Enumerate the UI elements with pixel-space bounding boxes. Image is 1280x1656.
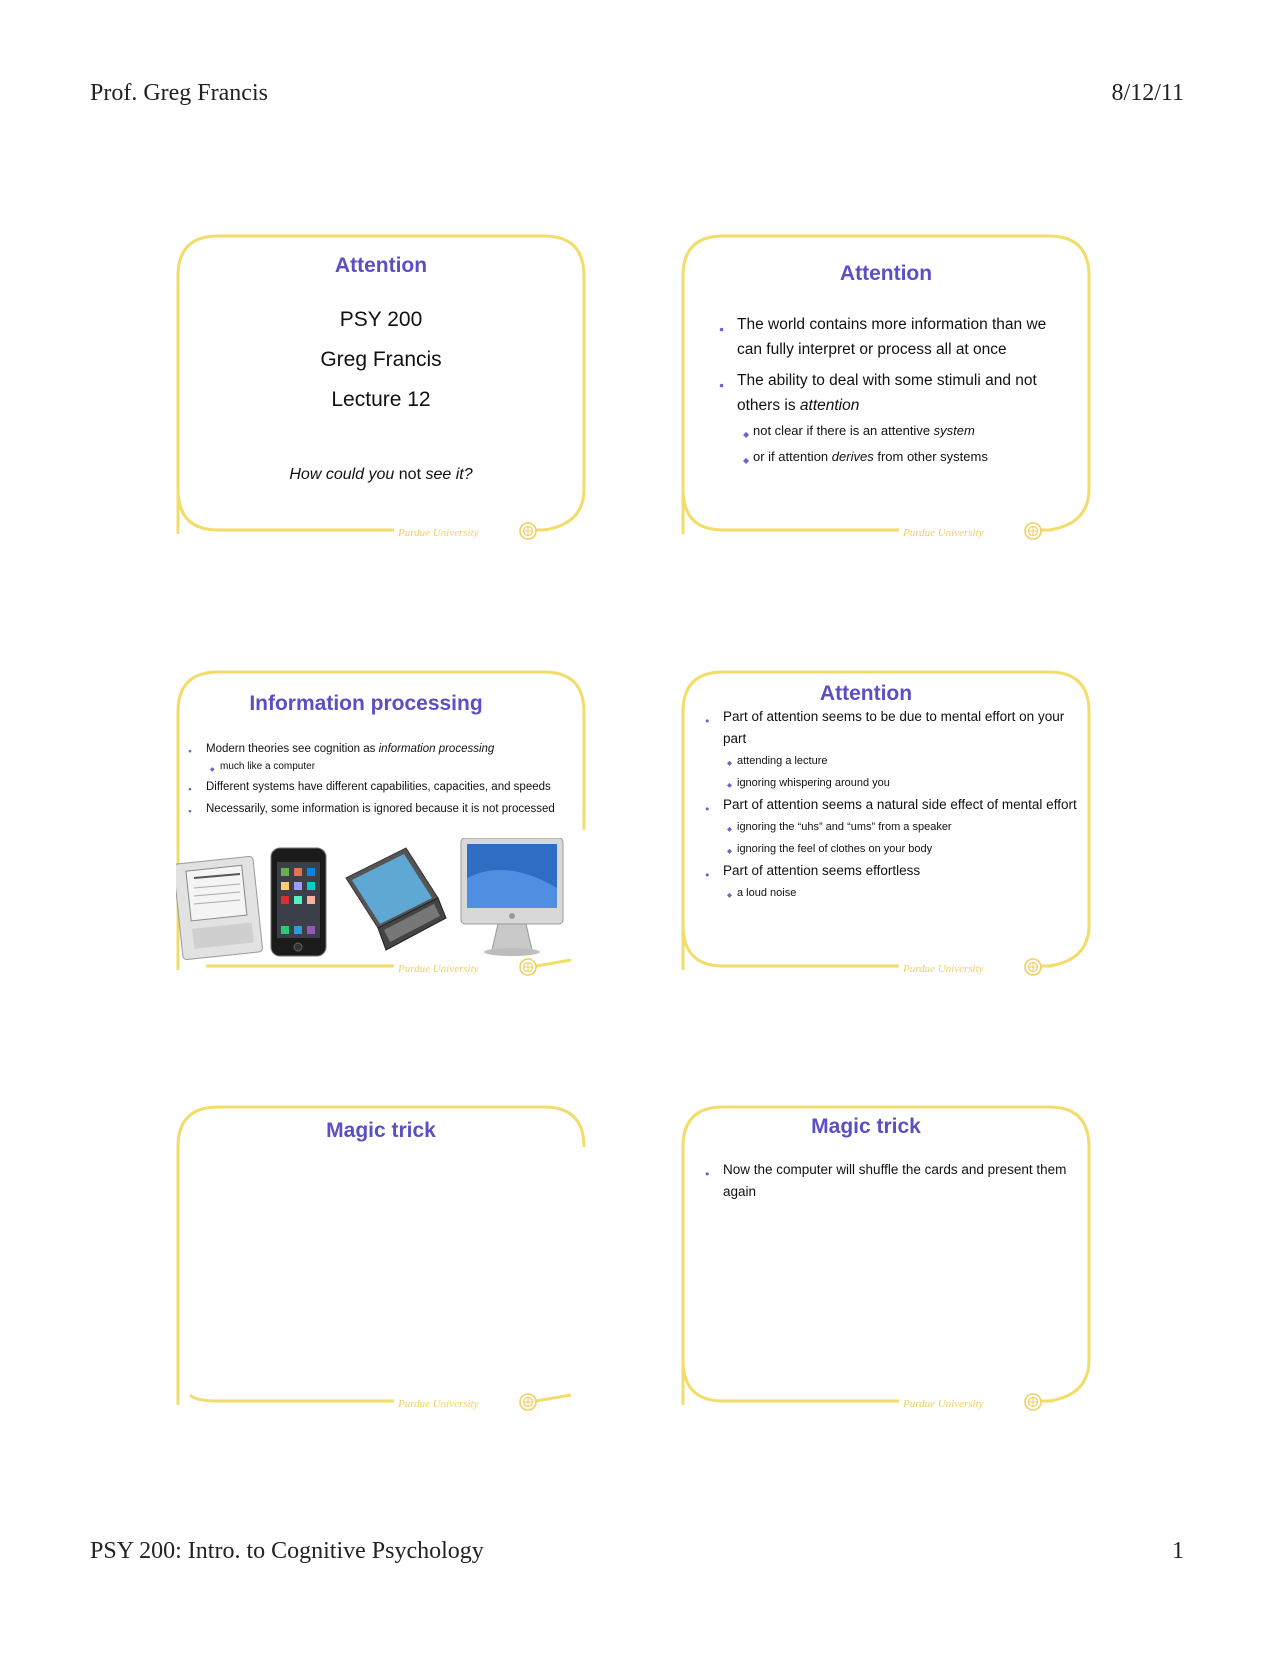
bullet-list bbox=[188, 740, 580, 818]
list-item: ● The ability to deal with some stimuli and not others is attention ◆ not clear if there is an attentive system ◆ or if attention derives from other systems bbox=[719, 368, 1064, 470]
smartphone-image bbox=[271, 848, 326, 956]
slide-3 bbox=[176, 670, 586, 975]
list-item: ● Necessarily, some information is ignored because it is not processed bbox=[188, 800, 580, 818]
slide-title: Attention bbox=[334, 254, 428, 277]
bullet-list bbox=[719, 312, 1064, 470]
purdue-seal-icon bbox=[1024, 1393, 1042, 1411]
lecturer-name: Greg Francis bbox=[320, 348, 442, 371]
page-footer-course: PSY 200: Intro. to Cognitive Psychology bbox=[90, 1538, 484, 1564]
slide-1 bbox=[176, 234, 586, 539]
device-images bbox=[176, 838, 586, 978]
sub-list-item: ◆ attending a lecture bbox=[727, 750, 1080, 772]
sub-list-item: ◆ or if attention derives from other systems bbox=[743, 444, 1064, 470]
slide-title: Attention bbox=[839, 262, 933, 285]
page-header-date: 8/12/11 bbox=[1111, 80, 1184, 106]
purdue-seal-icon bbox=[519, 1393, 537, 1411]
bullet-list bbox=[705, 1159, 1075, 1203]
slide-footer-label: Purdue University bbox=[398, 527, 479, 539]
desktop-computer-image bbox=[461, 838, 563, 956]
list-item: ● Part of attention seems a natural side effect of mental effort ◆ ignoring the “uhs” and “ums” from a speaker ◆ ignoring the feel of clothes on your body bbox=[705, 794, 1080, 860]
slide-6 bbox=[681, 1105, 1091, 1410]
slide-title: Attention bbox=[819, 682, 913, 705]
sub-list-item: ◆ a loud noise bbox=[727, 882, 1080, 904]
laptop-image bbox=[346, 848, 446, 950]
slide-footer-label: Purdue University bbox=[398, 963, 479, 975]
sub-list-item: ◆ ignoring whispering around you bbox=[727, 772, 1080, 794]
slide-4 bbox=[681, 670, 1091, 975]
e-reader-image bbox=[176, 856, 263, 960]
slide-tagline: How could you not see it? bbox=[289, 466, 473, 483]
list-item: ● Part of attention seems effortless ◆ a loud noise bbox=[705, 860, 1080, 904]
list-item: ● Modern theories see cognition as information processing ◆ much like a computer bbox=[188, 740, 580, 776]
slide-footer-label: Purdue University bbox=[903, 1398, 984, 1410]
course-code: PSY 200 bbox=[339, 308, 423, 331]
slide-frame bbox=[176, 234, 586, 539]
sub-list-item: ◆ much like a computer bbox=[210, 758, 580, 776]
list-item: ● Different systems have different capabilities, capacities, and speeds bbox=[188, 778, 580, 796]
slide-footer-label: Purdue University bbox=[903, 963, 984, 975]
purdue-seal-icon bbox=[519, 958, 537, 976]
purdue-seal-icon bbox=[519, 522, 537, 540]
slide-footer-label: Purdue University bbox=[903, 527, 984, 539]
bullet-list bbox=[705, 706, 1080, 904]
purdue-seal-icon bbox=[1024, 958, 1042, 976]
page-number: 1 bbox=[1172, 1538, 1184, 1564]
slide-2 bbox=[681, 234, 1091, 539]
list-item: ● Now the computer will shuffle the cards and present them again bbox=[705, 1159, 1075, 1203]
slide-frame bbox=[681, 1105, 1091, 1410]
sub-list-item: ◆ ignoring the feel of clothes on your body bbox=[727, 838, 1080, 860]
slide-title: Information processing bbox=[249, 692, 483, 715]
slide-title: Magic trick bbox=[811, 1115, 921, 1138]
list-item: ● Part of attention seems to be due to mental effort on your part ◆ attending a lecture ◆ ignoring whispering around you bbox=[705, 706, 1080, 794]
lecture-number: Lecture 12 bbox=[331, 388, 431, 411]
page-header-author: Prof. Greg Francis bbox=[90, 80, 268, 106]
slide-title: Magic trick bbox=[326, 1119, 436, 1142]
list-item: ● The world contains more information than we can fully interpret or process all at once bbox=[719, 312, 1064, 362]
sub-list-item: ◆ ignoring the “uhs” and “ums” from a speaker bbox=[727, 816, 1080, 838]
slide-5 bbox=[176, 1105, 586, 1410]
slide-frame bbox=[176, 1105, 586, 1410]
purdue-seal-icon bbox=[1024, 522, 1042, 540]
slide-footer-label: Purdue University bbox=[398, 1398, 479, 1410]
sub-list-item: ◆ not clear if there is an attentive system bbox=[743, 418, 1064, 444]
